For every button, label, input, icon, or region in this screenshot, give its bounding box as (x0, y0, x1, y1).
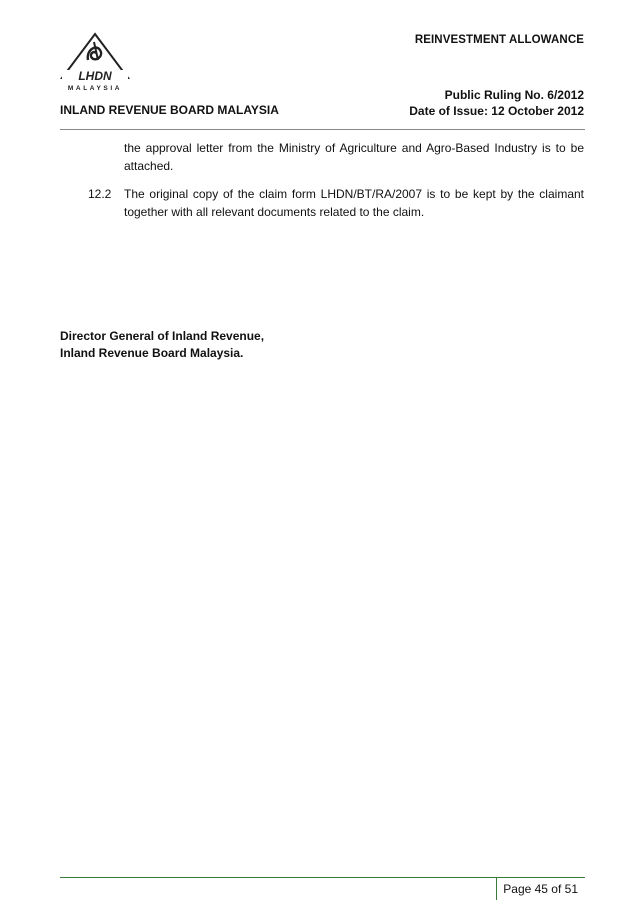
date-of-issue: Date of Issue: 12 October 2012 (409, 104, 584, 118)
svg-text:LHDN: LHDN (78, 69, 112, 83)
lhdn-logo (58, 30, 132, 94)
ruling-info (409, 87, 584, 119)
continuation-paragraph: the approval letter from the Ministry of Agriculture and Agro-Based Industry is to be attached. (124, 141, 584, 173)
organization-name: INLAND REVENUE BOARD MALAYSIA (60, 103, 279, 117)
signature-block (60, 328, 264, 362)
signature-line-2: Inland Revenue Board Malaysia. (60, 346, 244, 360)
ruling-number: Public Ruling No. 6/2012 (444, 88, 584, 102)
svg-text:MALAYSIA: MALAYSIA (67, 85, 123, 92)
document-title: REINVESTMENT ALLOWANCE (414, 34, 584, 46)
section-number: 12.2 (88, 187, 112, 201)
header-divider (60, 129, 585, 130)
signature-line-1: Director General of Inland Revenue, (60, 329, 265, 343)
section-paragraph: The original copy of the claim form LHDN/BT/RA/2007 is to be kept by the claimant together with all relevant documents related to the claim. (124, 187, 584, 219)
page-number: Page 45 of 51 (496, 878, 584, 900)
